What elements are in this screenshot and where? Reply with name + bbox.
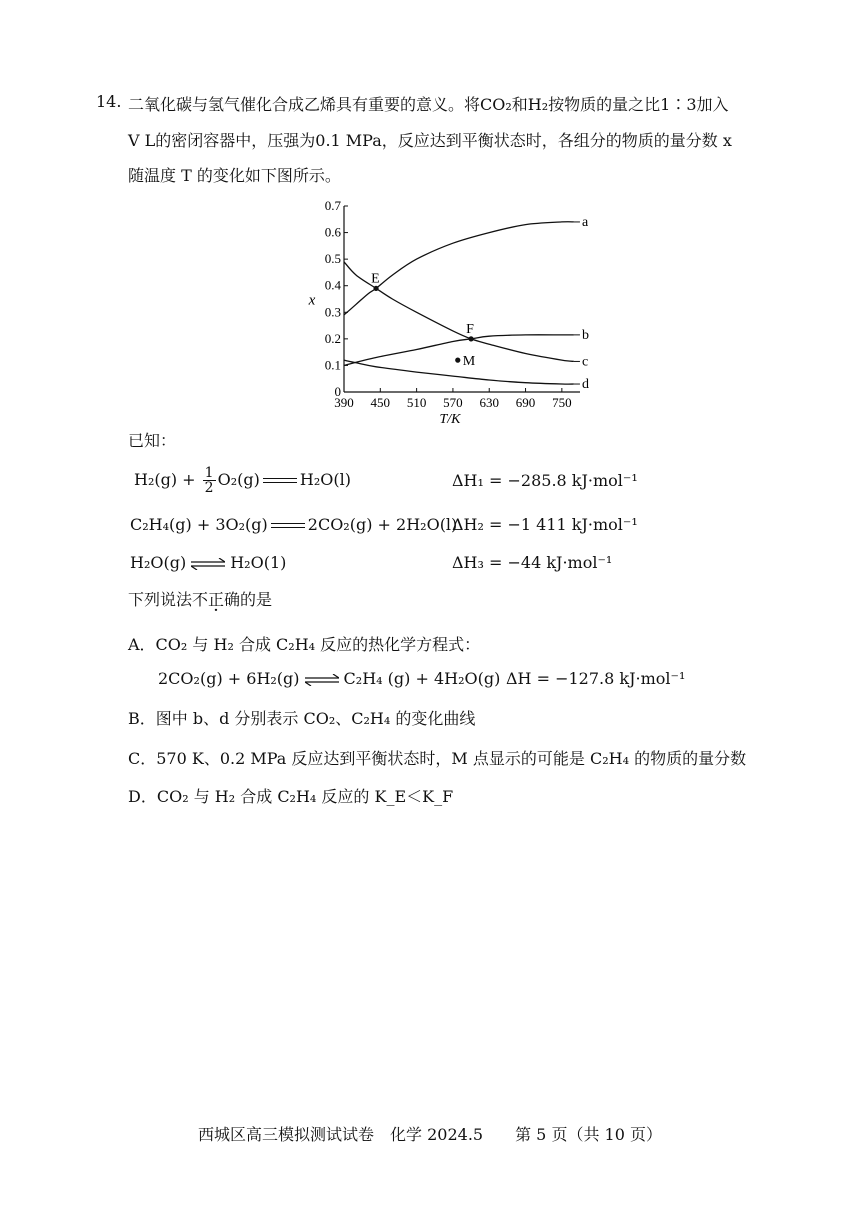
equilibrium-arrow-icon bbox=[305, 674, 339, 686]
curve-d-label: d bbox=[581, 377, 589, 393]
question-number: 14. bbox=[96, 92, 122, 111]
curve-a-label: a bbox=[581, 214, 589, 230]
x-tick-label: 690 bbox=[515, 395, 536, 410]
y-tick-label: 0.7 bbox=[324, 198, 341, 213]
eq1-lhs1: H₂(g) + bbox=[134, 470, 201, 489]
y-tick-label: 0.5 bbox=[324, 251, 341, 267]
point-M-label: M bbox=[462, 354, 476, 370]
equals-sign bbox=[271, 523, 305, 528]
dh1-symbol: ΔH₁ = bbox=[452, 471, 508, 490]
y-axis-label: x bbox=[308, 292, 316, 309]
eq2-rhs: 2CO₂(g) + 2H₂O(l) bbox=[307, 515, 458, 534]
eq1-rhs: H₂O(l) bbox=[299, 470, 351, 489]
option-a-dh-value: −127.8 kJ·mol⁻¹ bbox=[555, 669, 686, 688]
point-F bbox=[468, 336, 473, 341]
option-a-eq-lhs: 2CO₂(g) + 6H₂(g) bbox=[158, 669, 300, 688]
mole-fraction-chart bbox=[300, 196, 600, 428]
dh1 bbox=[452, 471, 638, 490]
question-stem-line2: V L的密闭容器中，压强为0.1 MPa，反应达到平衡状态时，各组分的物质的量分数 x bbox=[128, 131, 732, 150]
curve-b-label: b bbox=[581, 327, 589, 343]
equals-sign bbox=[263, 478, 297, 483]
dh3 bbox=[452, 553, 612, 572]
dh2-symbol: ΔH₂ = bbox=[452, 515, 508, 534]
question-prompt bbox=[128, 587, 272, 610]
prompt-post: 的是 bbox=[240, 590, 273, 609]
point-E-label: E bbox=[371, 271, 380, 287]
eq3-lhs: H₂O(g) bbox=[130, 553, 187, 572]
one-half-fraction bbox=[203, 466, 216, 495]
x-tick-label: 750 bbox=[552, 395, 572, 410]
page-footer: 西城区高三模拟测试试卷 化学 2024.5 第 5 页（共 10 页） bbox=[198, 1125, 662, 1144]
eq1-lhs2: O₂(g) bbox=[217, 470, 260, 489]
option-a-equation bbox=[158, 669, 500, 688]
curve-c-label: c bbox=[581, 354, 589, 370]
curve-d bbox=[344, 360, 574, 384]
eq3-rhs: H₂O(1) bbox=[230, 553, 287, 572]
equation-1 bbox=[134, 466, 351, 495]
dh1-value: −285.8 kJ·mol⁻¹ bbox=[507, 471, 638, 490]
x-axis-label: T/K bbox=[439, 412, 461, 427]
x-tick-label: 390 bbox=[334, 395, 354, 410]
option-a-dh-symbol: ΔH = bbox=[506, 669, 556, 688]
chart-points bbox=[371, 271, 476, 369]
y-tick-label: 0.1 bbox=[324, 357, 341, 373]
question-stem-line3: 随温度 T 的变化如下图所示。 bbox=[128, 166, 341, 185]
equilibrium-arrow-icon bbox=[191, 558, 225, 570]
option-a-eq-rhs: C₂H₄ (g) + 4H₂O(g) bbox=[343, 669, 501, 688]
option-c: C．570 K、0.2 MPa 反应达到平衡状态时，M 点显示的可能是 C₂H₄ 的物质的量分数 bbox=[128, 749, 747, 768]
option-d: D．CO₂ 与 H₂ 合成 C₂H₄ 反应的 K_E＜K_F bbox=[128, 787, 454, 806]
x-tick-label: 570 bbox=[443, 395, 463, 410]
dh3-value: −44 kJ·mol⁻¹ bbox=[507, 553, 613, 572]
equation-3 bbox=[130, 553, 286, 572]
y-tick-label: 0.3 bbox=[324, 304, 341, 320]
y-tick-label: 0.2 bbox=[324, 330, 341, 346]
known-label: 已知： bbox=[128, 431, 177, 450]
eq2-lhs: C₂H₄(g) + 3O₂(g) bbox=[130, 515, 268, 534]
y-tick-label: 0.6 bbox=[324, 224, 341, 240]
y-tick-label: 0 bbox=[334, 384, 341, 399]
x-tick-label: 510 bbox=[406, 395, 427, 410]
dh2-value: −1 411 kJ·mol⁻¹ bbox=[507, 515, 638, 534]
option-b: B．图中 b、d 分别表示 CO₂、C₂H₄ 的变化曲线 bbox=[128, 709, 476, 728]
frac-numerator: 1 bbox=[204, 465, 214, 481]
option-a: A．CO₂ 与 H₂ 合成 C₂H₄ 反应的热化学方程式： bbox=[128, 635, 481, 654]
frac-denominator: 2 bbox=[204, 480, 214, 496]
x-tick-label: 450 bbox=[370, 395, 391, 410]
dh2 bbox=[452, 515, 638, 534]
option-a-dh bbox=[506, 669, 685, 688]
x-tick-label: 630 bbox=[479, 395, 499, 410]
equation-2 bbox=[130, 515, 457, 534]
point-E bbox=[373, 286, 378, 291]
prompt-emphasis: 不正确 bbox=[192, 590, 241, 609]
point-M bbox=[455, 358, 460, 363]
prompt-pre: 下列说法 bbox=[128, 590, 193, 609]
y-tick-label: 0.4 bbox=[324, 277, 341, 293]
curve-a bbox=[344, 222, 574, 315]
point-F-label: F bbox=[466, 321, 474, 337]
chart-axes bbox=[308, 198, 580, 427]
dh3-symbol: ΔH₃ = bbox=[452, 553, 508, 572]
question-stem-line1: 二氧化碳与氢气催化合成乙烯具有重要的意义。将CO₂和H₂按物质的量之比1∶3加入 bbox=[128, 95, 729, 114]
